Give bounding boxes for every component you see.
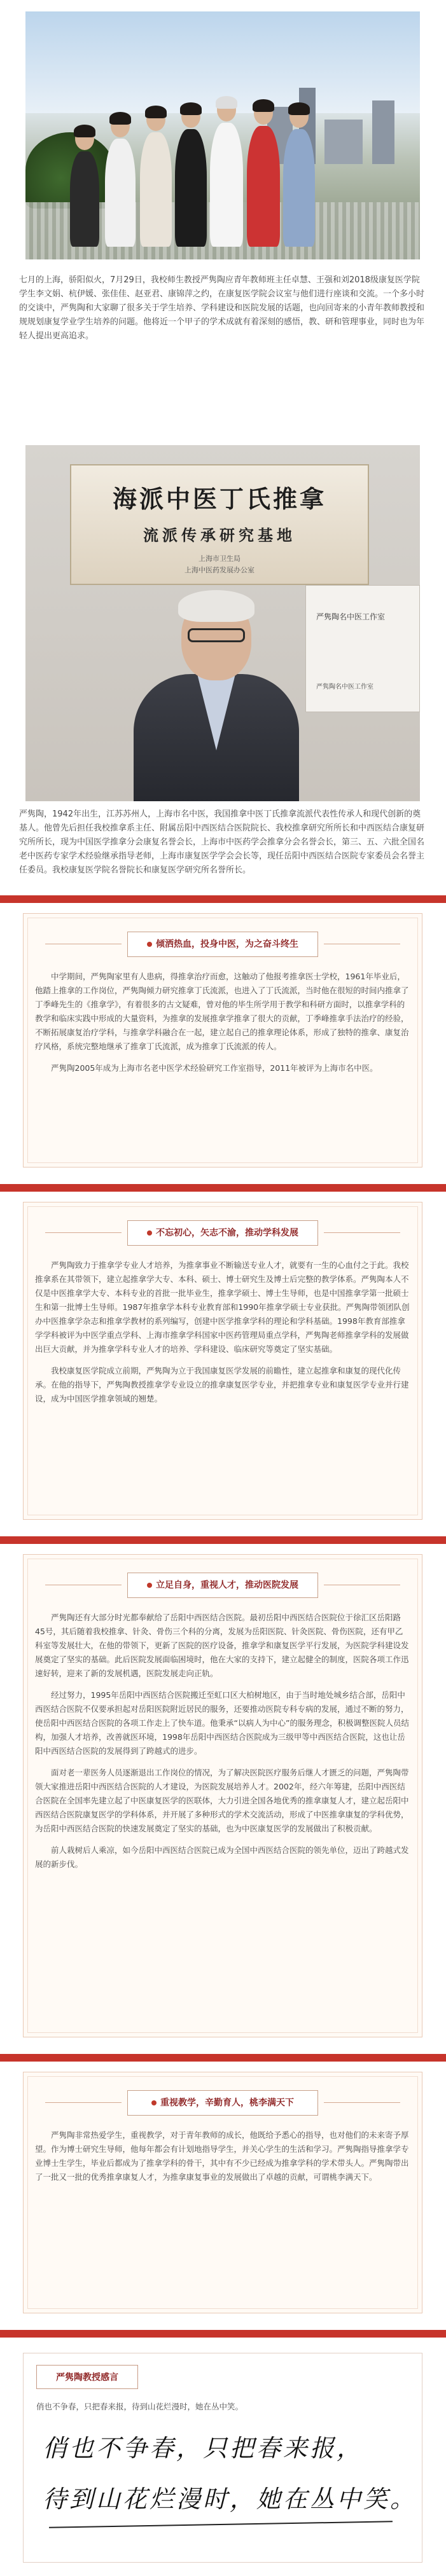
divider-bar xyxy=(0,895,446,903)
section-3-title-text: 立足自身，重视人才，推动医院发展 xyxy=(156,1580,298,1590)
plaque-line2: 上海中医药发展办公室 xyxy=(185,566,254,574)
section-4-paragraph-1: 严隽陶非常热爱学生，重视教学，对于青年教师的成长，他既给予悉心的指导，也对他们的未来寄予厚望。作为博士研究生导师，他每年都会有计划地指导学生，并关心学生的生活和学习。严隽陶指导推拿学专业博士生学生，毕业后都成为了推拿学科的骨干，其中有不少已经成为推拿学科的学术带头人。严隽陶带出了一批又一批的优秀推拿康复人才，为推拿康复事业的发展做出了卓越的贡献，可谓桃李满天下。 xyxy=(35,2130,409,2182)
bullet-icon xyxy=(151,2100,157,2105)
divider-bar xyxy=(0,1184,446,1192)
divider-bar xyxy=(0,1536,446,1544)
group-photo xyxy=(25,11,420,259)
section-3 xyxy=(23,1554,422,2037)
section-1-title xyxy=(127,932,318,957)
section-2-title xyxy=(127,1220,318,1246)
portrait-person xyxy=(121,579,312,801)
section-2-paragraph-2: 我校康复医学院成立前期，严隽陶为立于我国康复医学发展的前瞻性，建立起推拿和康复的现代化传承。在他的指导下，严隽陶教授推拿学专业设立的推拿康复医学专业，并把推拿专业和康复医学专业并行建设，成为中国医学推拿领域的翘楚。 xyxy=(35,1366,409,1403)
section-2-title-text: 不忘初心，矢志不渝，推动学科发展 xyxy=(156,1228,298,1238)
bio-paragraph: 严隽陶，1942年出生，江苏苏州人，上海市名中医，我国推拿中医丁氏推拿流派代表性传承人和现代创新的奠基人。他曾先后担任我校推拿系主任、附属岳阳中西医结合医院院长、我校推拿研究所所长和中西医结合康复研究所所长，现为中国医学推拿分会康复名誉会长，上海市中医药学会推拿分会名誉会长，第三、五、六批全国名老中医药专家学术经验继承指导老师，上海市康复医学学会会长等，现任岳阳中西医结合医院专家委员会名誉主任委员。我校康复医学院名誉院长和康复医学研究所名誉所长。 xyxy=(19,809,425,875)
closing-remarks xyxy=(23,2353,422,2563)
section-1-paragraph-1: 中学期间，严隽陶家里有人患病，得推拿治疗而愈，这触动了他报考推拿医士学校，1961年毕业后，他踏上推拿的工作岗位，严隽陶倾力研究推拿丁氏流派，也进入了丁氏流派，当时他在很短的时间内推拿了丁季峰先生的《推拿学》，有着很多的古文疑难，曾对他的毕生所学用于教学和科研方面时，以推拿学科的教学和临床实践中形成的大量资料，为推拿的发展推拿学推拿了很大的贡献，丁季峰推拿手法治疗的经验，不断拓展康复治疗学科，与推拿学科融合在一起，建立起自己的推拿理论体系，形成了独特的推拿、康复治疗风格，系统完整地继承了推拿丁氏流派，成为推拿丁氏流派的传人。 xyxy=(35,972,409,1051)
section-2 xyxy=(23,1202,422,1520)
closing-quote: 俏也不争春，只把春来报，待到山花烂漫时，她在丛中笑。 xyxy=(36,2402,244,2411)
handwriting-underline xyxy=(49,2521,393,2528)
section-3-paragraph-2: 经过努力，1995年岳阳中西医结合医院搬迁至虹口区大柏树地区，由于当时地处城乡结合部，岳阳中西医结合医院不仅要承担起对岳阳医院附近居民的服务，还要推动医院专科专病的发展，通过不断的努力，使岳阳中西医结合医院的各项工作走上了快车道。他秉承“以病人为中心”的服务理念，积极调整医院人员结构，加强人才培养，改善就医环境，1998年岳阳中西医结合医院成为三级甲等中西医结合医院，这也让岳阳中西医结合医院的发展得到了跨越式的进步。 xyxy=(35,1690,409,1756)
bio-caption xyxy=(19,808,427,878)
section-3-title xyxy=(127,1573,318,1598)
photo-person xyxy=(247,126,280,247)
section-4 xyxy=(23,2072,422,2313)
divider-bar xyxy=(0,2330,446,2338)
office-sign-line2: 严隽陶名中医工作室 xyxy=(316,684,373,691)
bullet-icon xyxy=(147,1583,152,1588)
handwriting-line-1: 俏也不争春，只把春来报， xyxy=(43,2434,364,2462)
intro-paragraph: 七月的上海，骄阳似火，7月29日，我校师生教授严隽陶应青年教师班主任卓慧、王强和刘2018级康复医学院学生李文娟、杭伊媛、张佳佳、赵亚君、康锦萍之约，在康复医学院会议室与他们进行座谈和交流。一个多小时的交谈中，严隽陶和大家聊了很多关于学生培养、学科建设和医院发展的话题，也向回寄来的小青年教师教授和规规划康复学业学生培养的问题。他将近一个甲子的学术成就有着深刻的感悟，教、研和管理事业，同时也为年轻人提出更高追求。 xyxy=(19,275,425,341)
divider-bar xyxy=(0,2054,446,2062)
handwriting-line-2: 待到山花烂漫时，她在丛中笑。 xyxy=(43,2485,417,2513)
bullet-icon xyxy=(147,1230,152,1236)
plaque-line1: 上海市卫生局 xyxy=(199,554,240,563)
section-3-paragraph-4: 前人栽树后人乘凉，如今岳阳中西医结合医院已成为全国中西医结合医院的领先单位，迈出了跨越式发展的新步伐。 xyxy=(35,1845,409,1869)
section-1-title-text: 倾洒热血，投身中医，为之奋斗终生 xyxy=(156,939,298,949)
intro-caption xyxy=(19,273,427,343)
photo-person xyxy=(283,129,315,247)
section-2-paragraph-1: 严隽陶致力于推拿学专业人才培养，为推拿事业不断输送专业人才，就要有一生的心血付之于此。我校推拿系在其带领下，建立起推拿学大专、本科、硕士、博士研究生及博士后完整的教学体系。严隽陶本人不仅是中医推拿学大专、本科专业的首批一批毕业生，推拿学硕士、博士生导师，也是中国推拿学第一批硕士生和第一批博士生导师。1987年推拿学本科专业教育部和1990年推拿学硕士专业获批。严隽陶带领团队创办中医推拿学杂志和推拿学教材的系列编写，创建中医学推拿学科的理论和学科基础。1998年教育部推拿学学科被评为中医学重点学科、上海市推拿学科国家中医药管理局重点学科，严隽陶老师推拿学科的发展做出巨大贡献，并为推拿学科专业人才的培养、学科建设、临床研究等奠定了坚实基础。 xyxy=(35,1260,410,1354)
photo-building xyxy=(324,120,363,164)
section-3-paragraph-1: 严隽陶还有大部分时光都奉献给了岳阳中西医结合医院。最初岳阳中西医结合医院位于徐汇区岳阳路45号，其后随着我校推拿、针灸、骨伤三个科的分离，发展为岳阳医院、针灸医院、骨伤医院，还有甲乙科室等发展壮大，在他的带领下，更新了医院的医疗设备，推拿学和康复医学平行发展，为医院学科建设发展奠定了坚实的基础。此后医院发展面临困境时，他在大家的支持下，建立起健全的制度，医院各项工作迅速好转，迎来了新的发展机遇，医院发展走向正轨。 xyxy=(35,1613,409,1678)
bullet-icon xyxy=(147,942,152,947)
section-4-title xyxy=(127,2090,318,2116)
photo-person xyxy=(175,129,207,247)
photo-person xyxy=(70,151,99,247)
plaque-title: 海派中医丁氏推拿 xyxy=(112,485,326,513)
office-sign-line1: 严隽陶名中医工作室 xyxy=(316,612,386,621)
plaque xyxy=(70,464,369,585)
photo-person xyxy=(140,132,172,247)
closing-header: 严隽陶教授感言 xyxy=(36,2365,138,2389)
photo-building xyxy=(372,100,394,164)
section-1 xyxy=(23,913,422,1167)
section-4-title-text: 重视教学，辛勤育人，桃李满天下 xyxy=(160,2098,294,2108)
plaque-subtitle: 流派传承研究基地 xyxy=(143,526,296,544)
photo-person xyxy=(105,139,136,247)
portrait-photo xyxy=(25,445,420,801)
office-sign xyxy=(305,585,420,712)
photo-person xyxy=(210,123,243,247)
section-1-paragraph-2: 严隽陶2005年成为上海市名老中医学术经验研究工作室指导，2011年被评为上海市名中医。 xyxy=(51,1063,378,1073)
section-3-paragraph-3: 面对老一辈医务人员逐渐退出工作岗位的情况，为了解决医院医疗服务后继人才匮乏的问题，严隽陶带领大家推进岳阳中西医结合医院的人才建设，为医院发展培养人才。2002年，经六年筹建，岳阳中西医结合医院在全国率先建立起了中医康复医学的医联体，大力引进全国各地优秀的推拿康复人才，建立起岳阳中西医结合医院康复医学的学科体系，并开展了多种形式的学术交流活动，形成了中医推拿康复的学科优势，为岳阳中西医结合医院的快速发展奠定了坚实的基础，也为中医康复医学的发展做出了积极贡献。 xyxy=(35,1768,409,1833)
